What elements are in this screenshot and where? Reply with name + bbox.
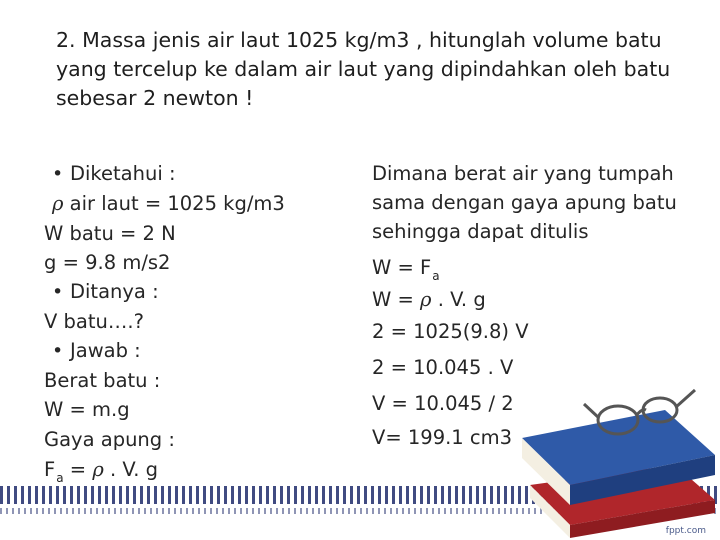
ditanya-item [52, 278, 159, 306]
jawab-item [52, 337, 141, 365]
fa-rest: . V. g [103, 458, 158, 481]
w-rho-post: . V. g [431, 288, 486, 311]
rho-line [52, 190, 285, 218]
gravity-line: g = 9.8 m/s2 [44, 251, 171, 274]
explanation-line-1: Dimana berat air yang tumpah [372, 162, 674, 185]
fa-formula-line [44, 456, 158, 484]
gaya-apung-line: Gaya apung : [44, 428, 175, 451]
books-glasses-illustration [500, 360, 720, 540]
explanation-line-3: sehingga dapat ditulis [372, 220, 589, 243]
v-batu-line: V batu….? [44, 310, 144, 333]
w-eq-main: W = F [372, 256, 432, 279]
explanation-line-2: sama dengan gaya apung batu [372, 191, 677, 214]
w-batu-line: W batu = 2 N [44, 222, 176, 245]
bullet: • [52, 281, 64, 303]
fa-subscript: a [56, 471, 64, 485]
result-line: V= 199.1 cm3 [372, 426, 513, 449]
jawab-label: Jawab : [70, 339, 141, 362]
calc-line-3: V = 10.045 / 2 [372, 392, 514, 415]
w-formula-line: W = m.g [44, 398, 130, 421]
w-rho-line [372, 286, 486, 314]
w-rho-pre: W = [372, 288, 421, 311]
bullet: • [52, 340, 64, 362]
w-rho-symbol: ρ [420, 288, 432, 311]
berat-batu-line: Berat batu : [44, 369, 161, 392]
fa-equals: = [63, 458, 93, 481]
bullet: • [52, 163, 64, 185]
rho-value: air laut = 1025 kg/m3 [63, 192, 285, 215]
w-equals-fa-line [372, 254, 440, 282]
calc-line-1: 2 = 1025(9.8) V [372, 320, 529, 343]
fa-rho: ρ [92, 458, 104, 481]
w-eq-subscript: a [432, 269, 440, 283]
fa-main: F [44, 458, 56, 481]
ditanya-label: Ditanya : [70, 280, 159, 303]
left-column [44, 160, 354, 500]
diketahui-label: Diketahui : [70, 162, 176, 185]
slide-title: 2. Massa jenis air laut 1025 kg/m3 , hitunglah volume batu yang tercelup ke dalam air laut yang dipindahkan oleh batu sebesar 2 newton ! [56, 28, 671, 110]
diketahui-item [52, 160, 176, 188]
watermark-logo: fppt.com [665, 526, 706, 536]
calc-line-2: 2 = 10.045 . V [372, 356, 514, 379]
rho-symbol: ρ [52, 192, 64, 215]
